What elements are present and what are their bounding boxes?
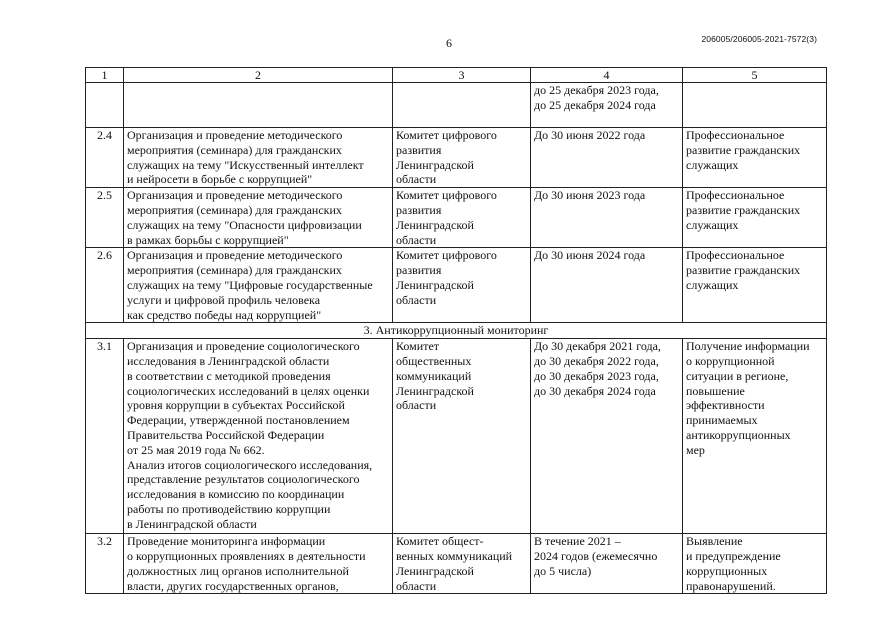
expected-result: Профессиональное развитие гражданских служащих — [683, 128, 827, 188]
expected-result: Получение информации о коррупционной ситуации в регионе, повышение эффективности принимаемых антикоррупционных мер — [683, 339, 827, 534]
table-row — [86, 83, 827, 128]
column-number-header-row — [86, 68, 827, 83]
expected-result: Профессиональное развитие гражданских служащих — [683, 188, 827, 248]
table-row — [86, 188, 827, 248]
item-number: 2.5 — [86, 188, 124, 248]
activity-text: Проведение мониторинга информации о коррупционных проявлениях в деятельности должностных лиц органов исполнительной власти, других государственных органов, — [124, 534, 393, 594]
deadline: В течение 2021 – 2024 годов (ежемесячно до 5 числа) — [531, 534, 683, 594]
anticorruption-plan-table — [85, 67, 827, 594]
item-number: 2.4 — [86, 128, 124, 188]
deadline: До 30 декабря 2021 года, до 30 декабря 2022 года, до 30 декабря 2023 года, до 30 декабря 2024 года — [531, 339, 683, 534]
activity-text: Организация и проведение социологического исследования в Ленинградской области в соответствии с методикой проведения социологических исследований в целях оценки уровня коррупции в субъектах Российской Федерации, утвержденной постановлением Правительства Российской Федерации от 25 мая 2019 года № 662. Анализ итогов социологического исследования, представление результатов социологического исследования в комиссию по координации работы по противодействию коррупции в Ленинградской области — [124, 339, 393, 534]
column-header-2: 2 — [124, 68, 393, 83]
table-row — [86, 534, 827, 594]
column-header-3: 3 — [393, 68, 531, 83]
column-header-1: 1 — [86, 68, 124, 83]
responsible-org: Комитет цифрового развития Ленинградской области — [393, 188, 531, 248]
activity-text: Организация и проведение методического мероприятия (семинара) для гражданских служащих на тему "Искусственный интеллект и нейросети в борьбе с коррупцией" — [124, 128, 393, 188]
item-number: 3.1 — [86, 339, 124, 534]
page-number: 6 — [446, 36, 452, 50]
item-number — [86, 83, 124, 128]
document-id: 206005/206005-2021-7572(3) — [701, 34, 817, 44]
deadline: До 30 июня 2022 года — [531, 128, 683, 188]
responsible-org: Комитет общест- венных коммуникаций Ленинградской области — [393, 534, 531, 594]
expected-result — [683, 83, 827, 128]
responsible-org: Комитет цифрового развития Ленинградской области — [393, 128, 531, 188]
table-row — [86, 339, 827, 534]
activity-text: Организация и проведение методического мероприятия (семинара) для гражданских служащих на тему "Цифровые государственные услуги и цифровой профиль человека как средство победы над коррупцией" — [124, 248, 393, 323]
deadline: До 30 июня 2023 года — [531, 188, 683, 248]
deadline: до 25 декабря 2023 года, до 25 декабря 2024 года — [531, 83, 683, 128]
responsible-org: Комитет общественных коммуникаций Ленинградской области — [393, 339, 531, 534]
table-row — [86, 128, 827, 188]
column-header-4: 4 — [531, 68, 683, 83]
expected-result: Выявление и предупреждение коррупционных правонарушений. — [683, 534, 827, 594]
activity-text — [124, 83, 393, 128]
responsible-org: Комитет цифрового развития Ленинградской области — [393, 248, 531, 323]
deadline: До 30 июня 2024 года — [531, 248, 683, 323]
section-heading-row — [86, 323, 827, 339]
expected-result: Профессиональное развитие гражданских служащих — [683, 248, 827, 323]
section-heading: 3. Антикоррупционный мониторинг — [86, 323, 827, 339]
item-number: 2.6 — [86, 248, 124, 323]
activity-text: Организация и проведение методического мероприятия (семинара) для гражданских служащих на тему "Опасности цифровизации в рамках борьбы с коррупцией" — [124, 188, 393, 248]
column-header-5: 5 — [683, 68, 827, 83]
responsible-org — [393, 83, 531, 128]
table-row — [86, 248, 827, 323]
item-number: 3.2 — [86, 534, 124, 594]
